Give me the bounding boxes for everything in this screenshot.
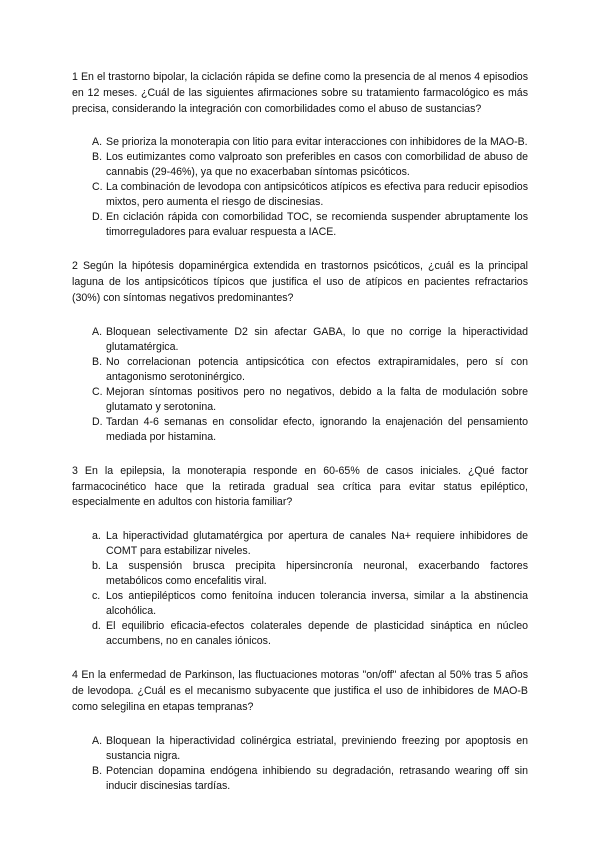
option-item bbox=[72, 325, 528, 355]
option-text: Los antiepilépticos como fenitoína inducen tolerancia inversa, similar a la abstinencia alcohólica. bbox=[106, 590, 528, 618]
option-list bbox=[72, 325, 528, 445]
option-list bbox=[72, 734, 528, 794]
option-text: La combinación de levodopa con antipsicóticos atípicos es efectiva para reducir episodios mixtos, pero aumenta el riesgo de discinesias. bbox=[106, 181, 528, 209]
option-item bbox=[72, 589, 528, 619]
question-2 bbox=[72, 259, 528, 444]
option-item bbox=[72, 415, 528, 445]
option-letter: C. bbox=[92, 385, 103, 398]
option-list bbox=[72, 135, 528, 240]
option-letter: A. bbox=[92, 325, 103, 338]
option-item bbox=[72, 180, 528, 210]
option-text: Bloquean selectivamente D2 sin afectar GABA, lo que no corrige la hiperactividad glutamatérgica. bbox=[106, 325, 528, 353]
option-item bbox=[72, 734, 528, 764]
option-letter: B. bbox=[92, 151, 103, 164]
question-1 bbox=[72, 70, 528, 240]
option-letter: d. bbox=[92, 620, 101, 633]
option-text: En ciclación rápida con comorbilidad TOC, se recomienda suspender abruptamente los timorreguladores para evaluar respuesta a IACE. bbox=[106, 211, 528, 239]
option-item bbox=[72, 135, 528, 150]
document-page bbox=[72, 70, 528, 813]
question-stem: 1 En el trastorno bipolar, la ciclación rápida se define como la presencia de al menos 4 episodios en 12 meses. ¿Cuál de las siguientes afirmaciones sobre su tratamiento farmacológico es más precisa, considerando la integración con comorbilidades como el abuso de sustancias? bbox=[72, 71, 528, 115]
option-text: El equilibrio eficacia-efectos colaterales depende de plasticidad sináptica en núcleo accumbens, no en canales iónicos. bbox=[106, 620, 528, 648]
option-letter: B. bbox=[92, 355, 103, 368]
question-4 bbox=[72, 668, 528, 793]
option-text: La hiperactividad glutamatérgica por apertura de canales Na+ requiere inhibidores de COMT para estabilizar niveles. bbox=[106, 530, 528, 558]
option-letter: b. bbox=[92, 560, 101, 573]
option-letter: A. bbox=[92, 734, 103, 747]
option-letter: c. bbox=[92, 590, 101, 603]
option-item bbox=[72, 529, 528, 559]
option-text: La suspensión brusca precipita hipersincronía neuronal, exacerbando factores metabólicos como encefalitis viral. bbox=[106, 560, 528, 588]
option-item bbox=[72, 764, 528, 794]
option-item bbox=[72, 150, 528, 180]
question-3 bbox=[72, 464, 528, 649]
option-text: Bloquean la hiperactividad colinérgica estriatal, previniendo freezing por apoptosis en sustancia nigra. bbox=[106, 734, 528, 762]
option-list bbox=[72, 529, 528, 649]
question-stem: 3 En la epilepsia, la monoterapia responde en 60-65% de casos iniciales. ¿Qué factor farmacocinético hace que la retirada gradual sea crítica para evitar status epiléptico, especialmente en adultos con historia familiar? bbox=[72, 464, 528, 509]
option-text: No correlacionan potencia antipsicótica con efectos extrapiramidales, pero sí con antagonismo serotoninérgico. bbox=[106, 355, 528, 383]
option-item bbox=[72, 619, 528, 649]
option-text: Se prioriza la monoterapia con litio para evitar interacciones con inhibidores de la MAO-B. bbox=[106, 136, 528, 149]
option-item bbox=[72, 355, 528, 385]
option-item bbox=[72, 559, 528, 589]
option-item bbox=[72, 210, 528, 240]
option-text: Tardan 4-6 semanas en consolidar efecto, ignorando la enajenación del pensamiento mediada por histamina. bbox=[106, 415, 528, 443]
option-item bbox=[72, 385, 528, 415]
option-letter: A. bbox=[92, 136, 103, 149]
option-text: Potencian dopamina endógena inhibiendo su degradación, retrasando wearing off sin inducir discinesias tardías. bbox=[106, 764, 528, 792]
option-letter: D. bbox=[92, 415, 103, 428]
option-text: Mejoran síntomas positivos pero no negativos, debido a la falta de modulación sobre glutamato y serotonina. bbox=[106, 385, 528, 413]
option-letter: a. bbox=[92, 530, 101, 543]
option-text: Los eutimizantes como valproato son preferibles en casos con comorbilidad de abuso de cannabis (29-46%), ya que no exacerbaban síntomas psicóticos. bbox=[106, 151, 528, 179]
option-letter: C. bbox=[92, 181, 103, 194]
option-letter: B. bbox=[92, 764, 103, 777]
question-stem: 4 En la enfermedad de Parkinson, las fluctuaciones motoras "on/off" afectan al 50% tras 5 años de levodopa. ¿Cuál es el mecanismo subyacente que justifica el uso de inhibidores de MAO-B como selegilina en etapas tempranas? bbox=[72, 669, 528, 713]
question-stem: 2 Según la hipótesis dopaminérgica extendida en trastornos psicóticos, ¿cuál es la principal laguna de los antipsicóticos típicos que justifica el uso de atípicos en pacientes refractarios (30%) con síntomas negativos predominantes? bbox=[72, 260, 528, 304]
option-letter: D. bbox=[92, 211, 103, 224]
